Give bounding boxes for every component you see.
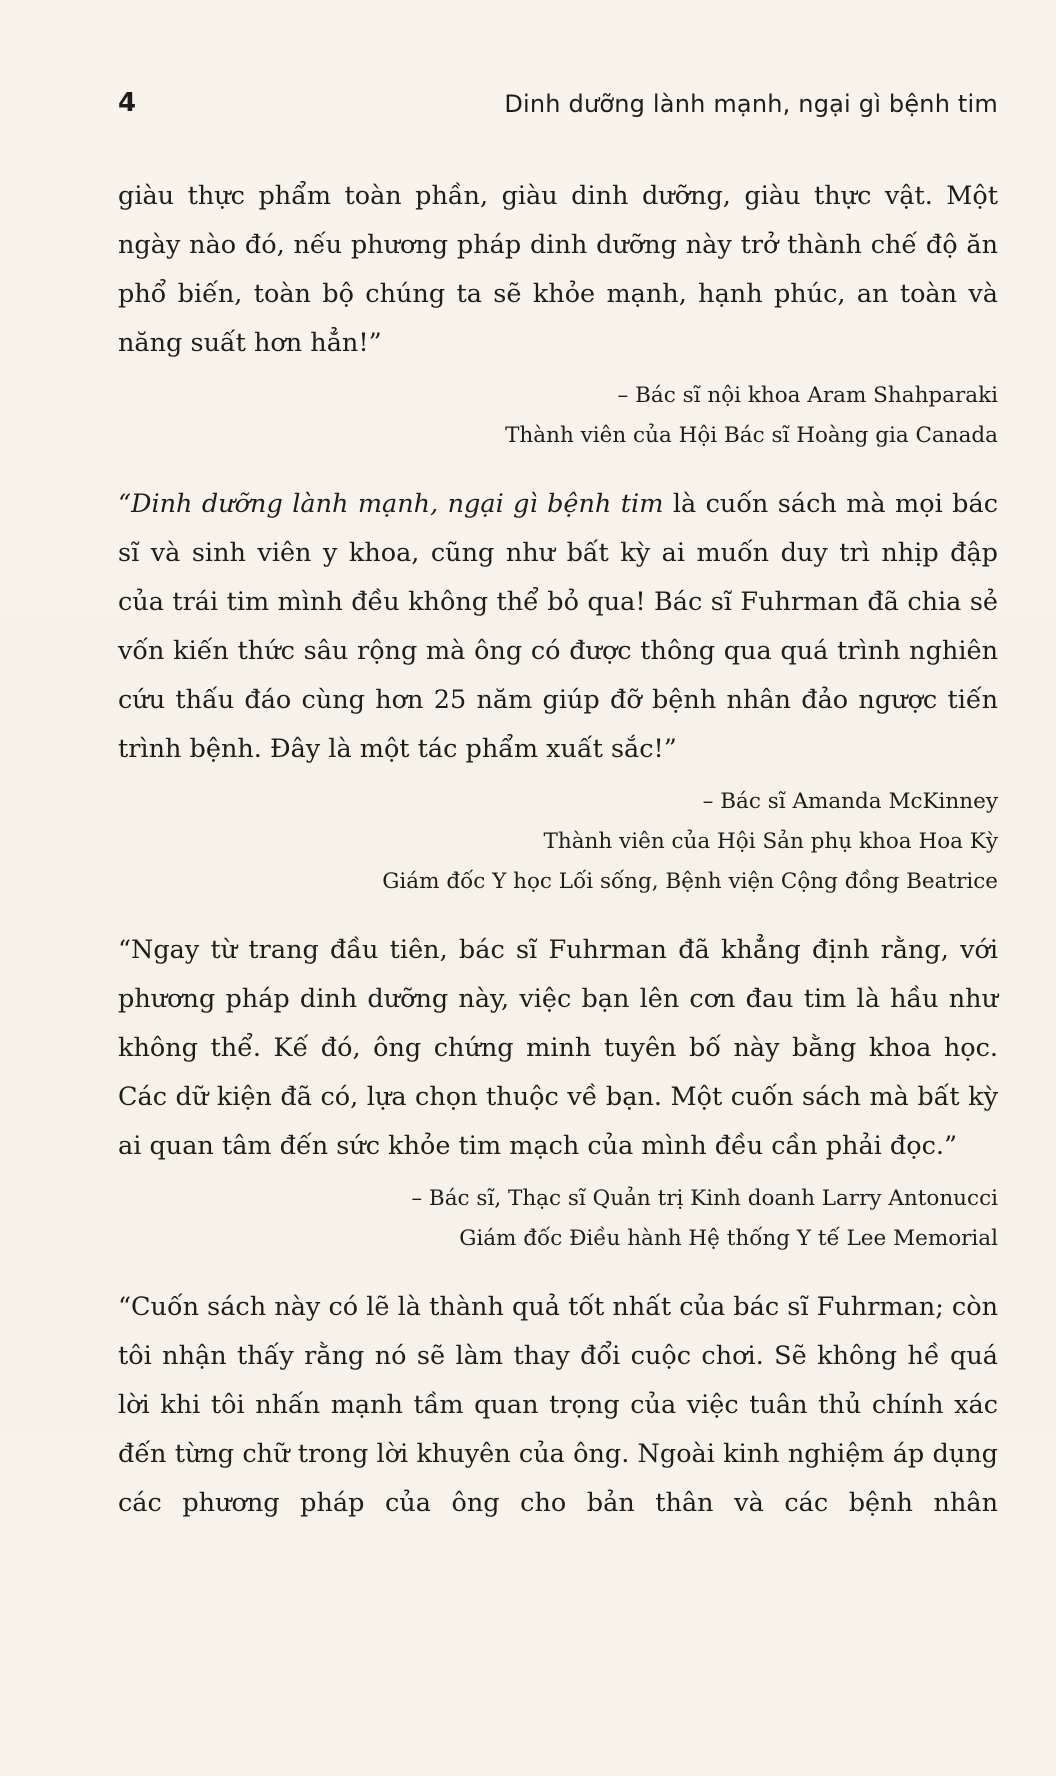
- attribution-position: Giám đốc Y học Lối sống, Bệnh viện Cộng đồng Beatrice: [382, 869, 998, 894]
- attribution-affiliation: Thành viên của Hội Sản phụ khoa Hoa Kỳ: [543, 829, 998, 854]
- quote-paragraph-1: giàu thực phẩm toàn phần, giàu dinh dưỡng, giàu thực vật. Một ngày nào đó, nếu phương pháp dinh dưỡng này trở thành chế độ ăn phổ biến, toàn bộ chúng ta sẽ khỏe mạnh, hạnh phúc, an toàn và năng suất hơn hẳn!”: [118, 181, 998, 358]
- attribution-position: Giám đốc Điều hành Hệ thống Y tế Lee Memorial: [459, 1226, 998, 1251]
- running-title: Dinh dưỡng lành mạnh, ngại gì bệnh tim: [504, 90, 998, 118]
- quote-attribution-2: [118, 782, 998, 902]
- quote-paragraph-3: “Ngay từ trang đầu tiên, bác sĩ Fuhrman đã khẳng định rằng, với phương pháp dinh dưỡng này, việc bạn lên cơn đau tim là hầu như không thể. Kế đó, ông chứng minh tuyên bố này bằng khoa học. Các dữ kiện đã có, lựa chọn thuộc về bạn. Một cuốn sách mà bất kỳ ai quan tâm đến sức khỏe tim mạch của mình đều cần phải đọc.”: [118, 935, 998, 1161]
- quote-attribution-1: [118, 376, 998, 456]
- quote-paragraph-4: “Cuốn sách này có lẽ là thành quả tốt nhất của bác sĩ Fuhrman; còn tôi nhận thấy rằng nó sẽ làm thay đổi cuộc chơi. Sẽ không hề quá lời khi tôi nhấn mạnh tầm quan trọng của việc tuân thủ chính xác đến từng chữ trong lời khuyên của ông. Ngoài kinh nghiệm áp dụng các phương pháp của ông cho bản thân và các bệnh nhân: [118, 1292, 998, 1518]
- attribution-name: – Bác sĩ Amanda McKinney: [702, 789, 998, 814]
- page-body: [118, 172, 998, 1528]
- attribution-name: – Bác sĩ, Thạc sĩ Quản trị Kinh doanh Larry Antonucci: [411, 1186, 998, 1211]
- page-header: [118, 88, 998, 136]
- quote-paragraph-2: [118, 480, 998, 774]
- book-title-italic: “Dinh dưỡng lành mạnh, ngại gì bệnh tim: [118, 489, 664, 519]
- attribution-name: – Bác sĩ nội khoa Aram Shahparaki: [617, 383, 998, 408]
- quote-text: là cuốn sách mà mọi bác sĩ và sinh viên y khoa, cũng như bất kỳ ai muốn duy trì nhịp đập của trái tim mình đều không thể bỏ qua! Bác sĩ Fuhrman đã chia sẻ vốn kiến thức sâu rộng mà ông có được thông qua quá trình nghiên cứu thấu đáo cùng hơn 25 năm giúp đỡ bệnh nhân đảo ngược tiến trình bệnh. Đây là một tác phẩm xuất sắc!”: [118, 489, 998, 764]
- attribution-affiliation: Thành viên của Hội Bác sĩ Hoàng gia Canada: [505, 423, 998, 448]
- quote-attribution-3: [118, 1179, 998, 1259]
- page-number: 4: [118, 88, 137, 118]
